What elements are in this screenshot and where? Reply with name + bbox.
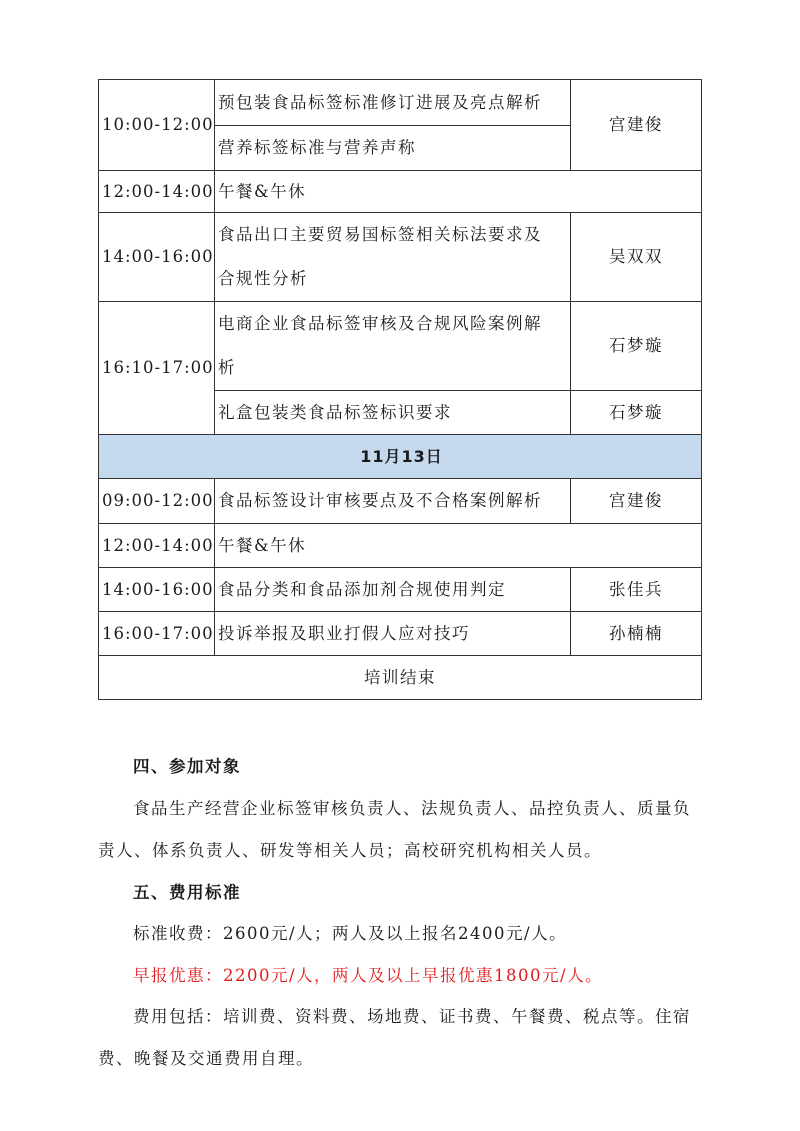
table-row	[99, 213, 702, 302]
time-cell: 14:00-16:00	[99, 213, 215, 302]
speaker-cell: 宫建俊	[571, 479, 702, 524]
schedule-table	[98, 79, 702, 700]
table-row	[99, 656, 702, 700]
speaker-cell: 张佳兵	[571, 568, 702, 612]
speaker-cell: 宫建俊	[571, 80, 702, 171]
topic-cell	[215, 302, 571, 391]
speaker-cell: 吴双双	[571, 213, 702, 302]
section-4-text-line1: 食品生产经营企业标签审核负责人、法规负责人、品控负责人、质量负	[133, 799, 691, 818]
topic-line: 合规性分析	[218, 269, 308, 288]
section-4-title: 四、参加对象	[133, 757, 241, 776]
topic-cell: 预包装食品标签标准修订进展及亮点解析	[215, 80, 571, 126]
table-row	[99, 479, 702, 524]
fee-standard: 标准收费：2600元/人；两人及以上报名2400元/人。	[133, 924, 568, 943]
table-row	[99, 302, 702, 391]
topic-line: 电商企业食品标签审核及合规风险案例解	[218, 314, 542, 333]
table-row	[99, 171, 702, 213]
topic-cell: 投诉举报及职业打假人应对技巧	[215, 612, 571, 656]
topic-cell: 食品分类和食品添加剂合规使用判定	[215, 568, 571, 612]
day-header-row	[99, 435, 702, 479]
topic-cell: 营养标签标准与营养声称	[215, 126, 571, 171]
day-header: 11月13日	[99, 435, 702, 479]
topic-cell	[215, 213, 571, 302]
topic-line: 食品出口主要贸易国标签相关标法要求及	[218, 225, 542, 244]
time-cell: 12:00-14:00	[99, 524, 215, 568]
topic-cell: 礼盒包装类食品标签标识要求	[215, 391, 571, 435]
fee-early-discount: 早报优惠：2200元/人，两人及以上早报优惠1800元/人。	[133, 966, 604, 985]
topic-cell: 午餐&午休	[215, 171, 702, 213]
training-end-cell: 培训结束	[99, 656, 702, 700]
speaker-cell: 孙楠楠	[571, 612, 702, 656]
table-row	[99, 524, 702, 568]
speaker-cell: 石梦璇	[571, 302, 702, 391]
fee-includes-line1: 费用包括：培训费、资料费、场地费、证书费、午餐费、税点等。住宿	[133, 1007, 691, 1026]
table-row	[99, 80, 702, 126]
table-row	[99, 568, 702, 612]
table-row	[99, 612, 702, 656]
topic-cell: 食品标签设计审核要点及不合格案例解析	[215, 479, 571, 524]
time-cell: 10:00-12:00	[99, 80, 215, 171]
time-cell: 14:00-16:00	[99, 568, 215, 612]
section-4-text-line2: 责人、体系负责人、研发等相关人员；高校研究机构相关人员。	[98, 841, 602, 860]
topic-line: 析	[218, 358, 236, 377]
topic-cell: 午餐&午休	[215, 524, 702, 568]
time-cell: 09:00-12:00	[99, 479, 215, 524]
speaker-cell: 石梦璇	[571, 391, 702, 435]
time-cell: 12:00-14:00	[99, 171, 215, 213]
time-cell: 16:00-17:00	[99, 612, 215, 656]
section-5-title: 五、费用标准	[133, 883, 241, 902]
fee-includes-line2: 费、晚餐及交通费用自理。	[98, 1049, 314, 1068]
time-cell: 16:10-17:00	[99, 302, 215, 435]
